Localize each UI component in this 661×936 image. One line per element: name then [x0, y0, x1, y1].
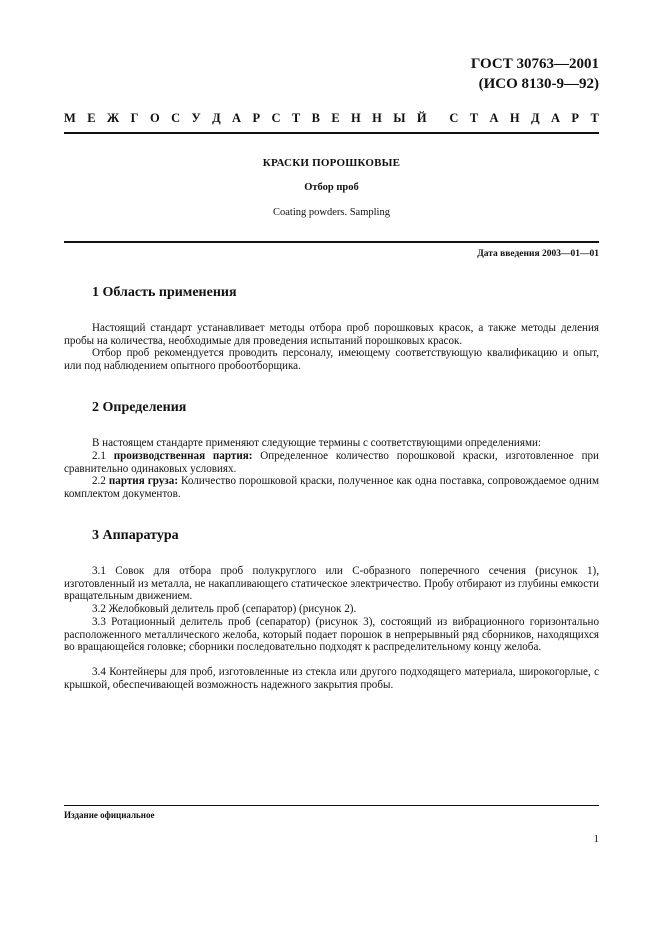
banner-letter: С: [171, 111, 181, 125]
banner-letter: С: [449, 111, 459, 125]
document-designation: [471, 54, 599, 94]
definition-2-1: [64, 450, 599, 475]
iso-code: (ИСО 8130-9—92): [478, 76, 599, 92]
banner-letter: Т: [469, 111, 479, 125]
section-3-paragraph-3: 3.3 Ротационный делитель проб (сепаратор) (рисунок 3), состоящий из вибрационного горизонтально расположенного металлического желоба, который подает порошок в непрерывный ряд сборников, находящихся во вращающейся головке; сборники последовательно подходят к распределительному концу желоба.: [64, 616, 599, 653]
banner-letter: У: [191, 111, 201, 125]
banner-letter: Н: [351, 111, 361, 125]
banner-letter: Ы: [393, 111, 406, 125]
banner-letter: Ж: [106, 111, 120, 125]
document-subtitle: Отбор проб: [304, 182, 359, 193]
section-1-heading: 1 Область применения: [92, 285, 237, 300]
english-title: Coating powders. Sampling: [273, 207, 390, 218]
definition-2-1-text: Определенное количество порошковой краски, изготовленное при сравнительно одинаковых условиях.: [64, 450, 599, 475]
section-3-paragraph-4: 3.4 Контейнеры для проб, изготовленные из стекла или другого подходящего материала, широкогорлые, с крышкой, обеспечивающей возможность надежного закрытия пробы.: [64, 666, 599, 691]
introduction-date: Дата введения 2003—01—01: [477, 249, 599, 259]
interstate-standard-banner: [64, 111, 599, 126]
section-1-paragraph-1: Настоящий стандарт устанавливает методы отбора проб порошковых красок, а также методы деления пробы на количества, необходимые для проведения испытаний порошковых красок.: [64, 322, 599, 347]
section-3-heading: 3 Аппаратура: [92, 528, 179, 543]
banner-letter: Й: [416, 111, 427, 125]
official-edition-note: Издание официальное: [64, 810, 155, 820]
banner-letter: М: [64, 111, 76, 125]
definition-2-2: [64, 475, 599, 500]
definition-2-2-term: партия груза:: [108, 475, 179, 487]
page-number: 1: [593, 833, 599, 845]
section-3-paragraph-1: 3.1 Совок для отбора проб полукруглого или С-образного поперечного сечения (рисунок 1), изготовленный из металла, не накапливающего статическое электричество. Пробу отбирают из глубины емкости вращательным движением.: [64, 565, 599, 602]
banner-letter: С: [271, 111, 281, 125]
section-2-intro: В настоящем стандарте применяют следующие термины с соответствующими определениями:: [92, 437, 541, 449]
top-divider: [64, 132, 599, 134]
banner-letter: А: [489, 111, 499, 125]
banner-letter: А: [551, 111, 561, 125]
banner-letter: Е: [87, 111, 96, 125]
footer-divider: [64, 805, 599, 806]
gost-code: ГОСТ 30763—2001: [470, 56, 599, 72]
banner-letter: Р: [571, 111, 580, 125]
definition-2-2-number: 2.2: [92, 475, 106, 487]
title-divider: [64, 241, 599, 243]
banner-letter: Т: [590, 111, 599, 125]
banner-letter: Д: [531, 111, 540, 125]
definition-2-1-number: 2.1: [92, 450, 106, 462]
section-1-paragraph-2: Отбор проб рекомендуется проводить персоналу, имеющему соответствующую квалификацию и опыт, или под наблюдением опытного пробоотборщика.: [64, 347, 599, 372]
banner-letter: А: [232, 111, 242, 125]
section-2-heading: 2 Определения: [92, 400, 187, 415]
banner-letter: Е: [331, 111, 340, 125]
definition-2-1-term: производственная партия:: [113, 450, 253, 462]
definition-2-2-text: Количество порошковой краски, полученное как одна поставка, сопровождаемое одним комплектом документов.: [64, 475, 599, 500]
banner-letter: Н: [509, 111, 520, 125]
banner-letter: О: [149, 111, 160, 125]
section-3-paragraph-2: 3.2 Желобковый делитель проб (сепаратор) (рисунок 2).: [92, 603, 357, 615]
banner-letter: Г: [130, 111, 139, 125]
banner-letter: В: [311, 111, 320, 125]
banner-letter: Н: [372, 111, 382, 125]
banner-letter: Д: [212, 111, 221, 125]
document-title: КРАСКИ ПОРОШКОВЫЕ: [262, 157, 401, 169]
banner-letter: Т: [291, 111, 301, 125]
banner-letter: Р: [252, 111, 261, 125]
